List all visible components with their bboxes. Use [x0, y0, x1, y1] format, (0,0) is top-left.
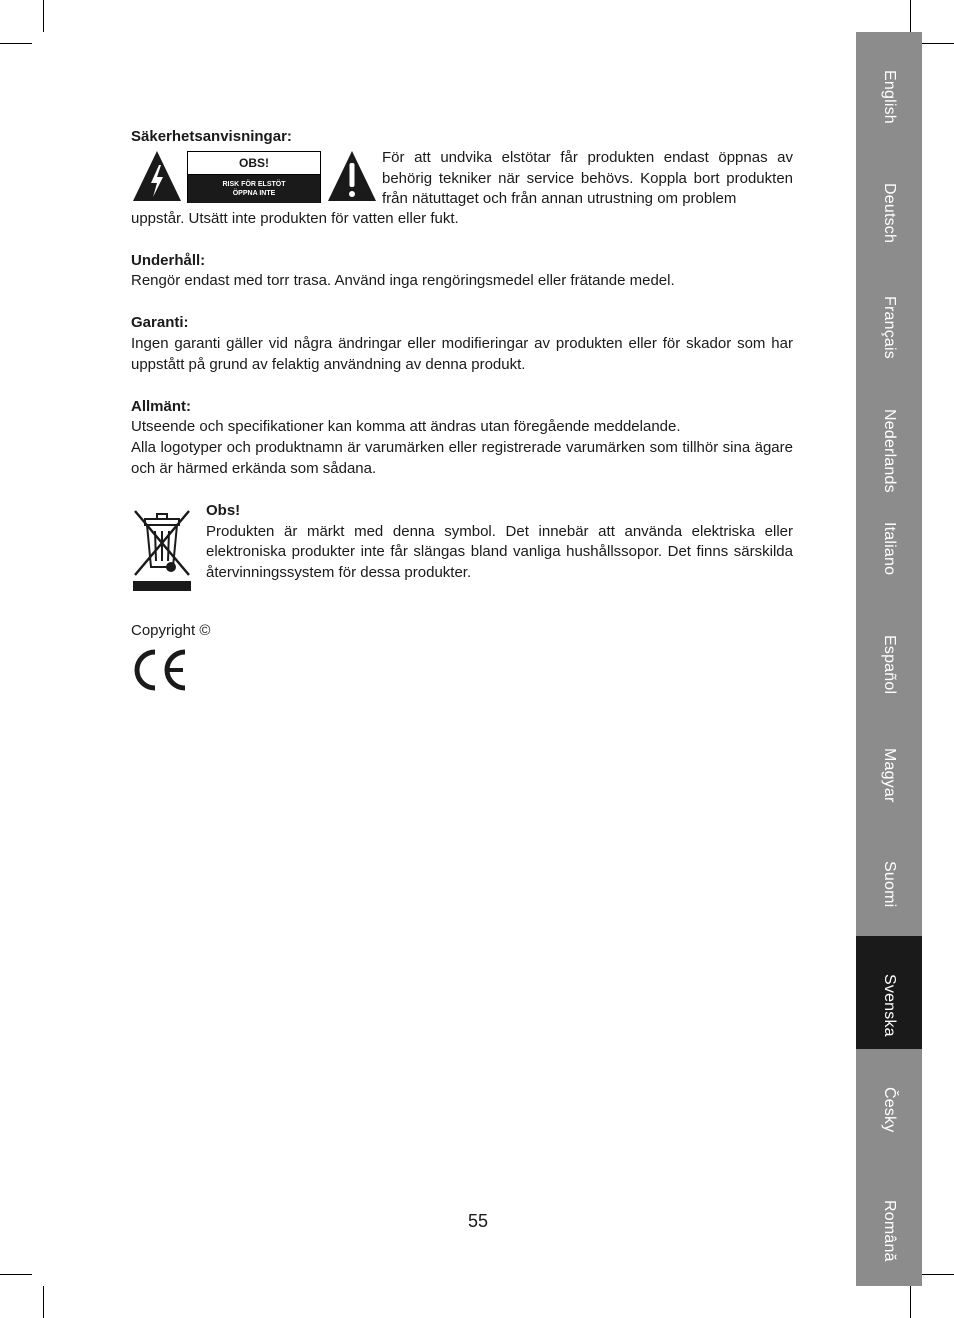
- warranty-text: Ingen garanti gäller vid några ändringar eller modifieringar av produkten eller för skador som har uppstått på grund av felaktig användning av denna produkt.: [131, 334, 793, 373]
- warranty-section: [131, 313, 793, 375]
- exclamation-warning-icon: [326, 149, 378, 203]
- ce-mark-icon: [131, 648, 189, 692]
- language-tab-2[interactable]: [856, 258, 922, 371]
- safety-warning-row: [131, 127, 793, 208]
- language-tab-label: Suomi: [881, 861, 898, 908]
- safety-text-continued: uppstår. Utsätt inte produkten för vatten eller fukt.: [131, 209, 459, 227]
- language-tab-label: Français: [881, 296, 898, 359]
- language-tab-7[interactable]: [856, 823, 922, 936]
- language-tab-label: Română: [881, 1200, 898, 1262]
- general-text-1: Utseende och specifikationer kan komma att ändras utan föregående meddelande.: [131, 418, 681, 436]
- weee-section: [131, 501, 793, 593]
- crop-mark: [0, 43, 32, 44]
- safety-text: För att undvika elstötar får produkten endast öppnas av behörig tekniker när service behövs. Koppla bort produkten från nätuttaget och från annan utrustning om problem: [382, 148, 793, 208]
- warning-label: [187, 151, 321, 203]
- general-heading: Allmänt:: [131, 397, 191, 415]
- language-tab-label: Español: [881, 635, 898, 695]
- general-text-2: Alla logotyper och produktnamn är varumärken eller registrerade varumärken som tillhör sina ägare och är härmed erkända som sådana.: [131, 439, 793, 477]
- warning-label-subtitle: [188, 175, 320, 203]
- crop-mark: [910, 0, 911, 32]
- weee-text: Produkten är märkt med denna symbol. Det innebär att använda elektriska eller elektroniska produkter inte får slängas bland vanliga hushållssopor. Det finns särskilda återvinningssystem för dessa produkter.: [206, 522, 793, 582]
- language-tab-label: Česky: [881, 1087, 898, 1133]
- language-tab-3[interactable]: [856, 371, 922, 493]
- weee-heading: Obs!: [206, 501, 241, 519]
- safety-section: [131, 127, 793, 230]
- maintenance-section: [131, 251, 793, 293]
- crop-mark: [922, 1274, 954, 1275]
- language-tab-0[interactable]: [856, 32, 922, 145]
- language-tab-label: Svenska: [881, 974, 898, 1037]
- language-tab-label: Magyar: [881, 748, 898, 803]
- crop-mark: [0, 1274, 32, 1275]
- weee-text-block: [206, 501, 793, 584]
- copyright-text: Copyright ©: [131, 621, 211, 639]
- crop-mark: [43, 0, 44, 32]
- language-tab-1[interactable]: [856, 145, 922, 258]
- safety-heading: Säkerhetsanvisningar:: [131, 128, 292, 145]
- warning-label-title: OBS!: [188, 152, 320, 175]
- electric-shock-warning-icon: [131, 149, 183, 203]
- crop-mark: [910, 1286, 911, 1318]
- language-tab-5[interactable]: [856, 597, 922, 710]
- language-tab-label: Nederlands: [881, 409, 898, 493]
- crossed-out-wheelie-bin-icon: [131, 505, 193, 591]
- page-number: 55: [467, 1211, 489, 1231]
- language-tab-label: English: [881, 70, 898, 124]
- general-section: [131, 397, 793, 480]
- warning-label-line1: RISK FÖR ELSTÖT: [222, 180, 286, 188]
- language-tab-9[interactable]: [856, 1049, 922, 1162]
- maintenance-heading: Underhåll:: [131, 251, 206, 269]
- warranty-heading: Garanti:: [131, 314, 189, 332]
- page-content: [131, 127, 793, 692]
- language-tab-6[interactable]: [856, 710, 922, 823]
- crop-mark: [922, 43, 954, 44]
- crop-mark: [43, 1286, 44, 1318]
- language-tab-label: Italiano: [881, 522, 898, 576]
- language-tab-4[interactable]: [856, 484, 922, 597]
- language-tab-label: Deutsch: [881, 183, 898, 244]
- language-sidebar: [856, 32, 922, 1286]
- language-tab-8[interactable]: [856, 936, 922, 1049]
- language-tab-10[interactable]: [856, 1162, 922, 1275]
- warning-label-line2: ÖPPNA INTE: [232, 189, 276, 197]
- maintenance-text: Rengör endast med torr trasa. Använd inga rengöringsmedel eller frätande medel.: [131, 272, 675, 290]
